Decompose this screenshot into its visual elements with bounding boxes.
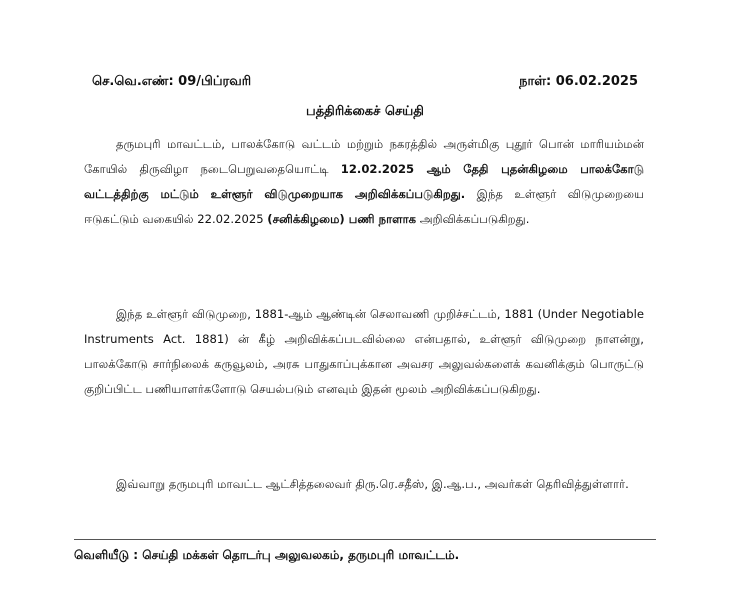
para3-text: இவ்வாறு தருமபுரி மாவட்ட ஆட்சித்தலைவர் திரு.ரெ.சதீஸ், இ.ஆ.ப., அவர்கள் தெரிவித்துள்ளார். xyxy=(116,476,629,491)
para1-text-2: இந்த உள்ளூர் விடுமுறையை ஈடுகட்டும் வகையில் 22.02.2025 xyxy=(84,186,644,226)
paragraph-holiday-announcement xyxy=(84,132,644,232)
para1-bold-1: 12.02.2025 ஆம் தேதி புதன்கிழமை பாலக்கோடு வட்டத்திற்கு மட்டும் உள்ளூர் விடுமுறையாக அறிவிக்கப்படுகிறது. xyxy=(84,161,644,201)
document-title: பத்திரிக்கைச் செய்தி xyxy=(306,104,424,119)
reference-number: செ.வெ.எண்: 09/பிப்ரவரி xyxy=(92,74,252,89)
footer-divider xyxy=(74,539,656,540)
para1-bold-2: (சனிக்கிழமை) பணி நாளாக xyxy=(267,211,417,226)
paragraph-treasury-notice xyxy=(84,302,644,402)
para1-text-3: அறிவிக்கப்படுகிறது. xyxy=(416,211,530,226)
publisher-footer: வெளியீடு : செய்தி மக்கள் தொடர்பு அலுவலகம், தருமபுரி மாவட்டம். xyxy=(74,548,460,562)
para1-text-1: தருமபுரி மாவட்டம், பாலக்கோடு வட்டம் மற்றும் நகரத்தில் அருள்மிகு புதூர் பொன் மாரியம்மன் கோயில் திருவிழா நடைபெறுவதையொட்டி xyxy=(84,136,644,176)
release-date: நாள்: 06.02.2025 xyxy=(519,74,638,89)
paragraph-collector-statement xyxy=(84,472,644,497)
document-header xyxy=(92,74,638,90)
para2-text: இந்த உள்ளூர் விடுமுறை, 1881-ஆம் ஆண்டின் செலாவணி முறிச்சட்டம், 1881 (Under Negotiable Instruments Act. 1881) ன் கீழ் அறிவிக்கப்படவில்லை என்பதால், உள்ளூர் விடுமுறை நாளன்று, பாலக்கோடு சார்நிலைக் கருவூலம், அரசு பாதுகாப்புக்கான அவசர அலுவல்களைக் கவனிக்கும் பொருட்டு குறிப்பிட்ட பணியாளர்களோடு செயல்படும் எனவும் இதன் மூலம் அறிவிக்கப்படுகிறது. xyxy=(84,306,644,396)
